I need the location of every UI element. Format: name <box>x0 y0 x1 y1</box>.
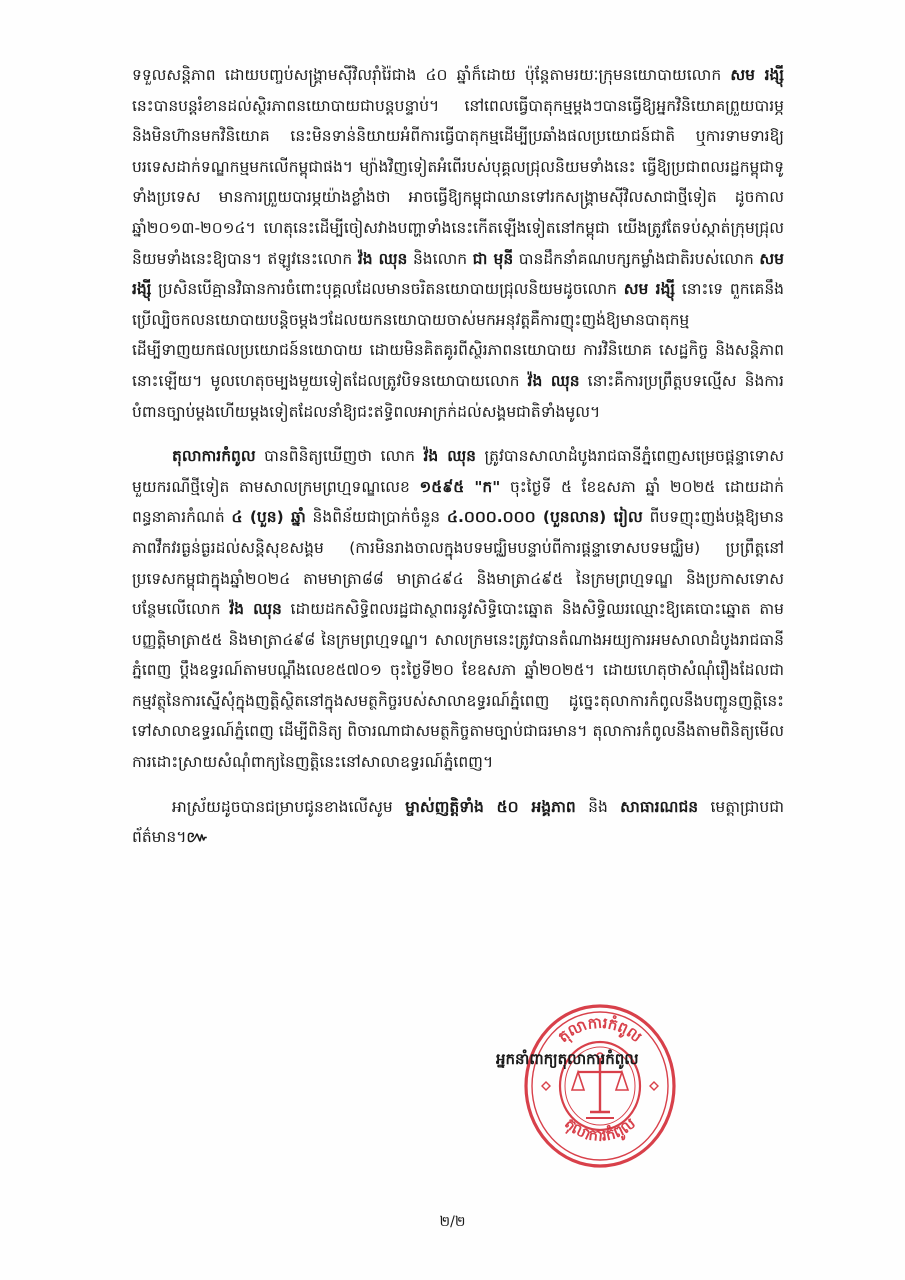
signer-title: អ្នកនាំពាក្យតុលាការកំពូល <box>496 1050 639 1068</box>
bold-recipients: ម្ចាស់ញត្តិទាំង ៥០ អង្គភាព <box>405 797 576 816</box>
text-run: ទទួលសន្តិភាព ដោយបញ្ចប់សង្គ្រាមស៊ីវិលរ៉ាំរ៉ៃជាង ៤០ ឆ្នាំក៏ដោយ ប៉ុន្តែតាមរយៈក្រុមនយោបាយលោក <box>132 66 731 84</box>
bold-name: វ៉ង ឈុន <box>229 600 282 619</box>
text-run: និង <box>575 797 621 816</box>
text-run: ចុះថ្ងៃទី ៥ ខែឧសភា ឆ្នាំ ២០២៥ ដោយដាក់ពន្ធនាគារកំណត់ <box>132 477 784 527</box>
page-number: ២/២ <box>439 1214 466 1230</box>
bold-name: ជា មុនី <box>472 249 514 268</box>
text-run: ពីបទញុះញង់បង្កឱ្យមានភាពវឹកវរធ្ងន់ធ្ងរដល់សន្តិសុខសង្គម (ការមិនរាងចាលក្នុងបទមជ្ឈិមបន្ទាប់ពីការផ្តន្ទាទោសបទមជ្ឈិម) ប្រព្រឹត្តនៅប្រទេសកម្ពុជាក្នុងឆ្នាំ២០២៤ តាមមាត្រា៨៨ មាត្រា៤៩៤ និងមាត្រា៤៩៥ នៃក្រមព្រហ្មទណ្ឌ និងប្រកាសទោសបន្ថែមលើលោក <box>132 508 784 619</box>
bold-name: តុលាការកំពូល <box>172 447 256 466</box>
text-run: នេះបានបន្តរំខានដល់ស្ថិរភាពនយោបាយជាបន្តបន្ទាប់។ នៅពេលធ្វើបាតុកម្មម្ដងៗបានធ្វើឱ្យអ្នកវិនិយោគព្រួយបារម្ភ និងមិនហ៊ានមកវិនិយោគ នេះមិនទាន់និយាយអំពីការធ្វើបាតុកម្មដើម្បីប្រឆាំងផលប្រយោជន៍ជាតិ ឬការទាមទារឱ្យបរទេសដាក់ទណ្ឌកម្មមកលើកម្ពុជាផង។ ម្យ៉ាងវិញទៀតអំពើរបស់បុគ្គលជ្រុលនិយមទាំងនេះ ធ្វើឱ្យប្រជាពលរដ្ឋកម្ពុជាទូទាំងប្រទេស មានការព្រួយបារម្ភយ៉ាងខ្លាំងថា អាចធ្វើឱ្យកម្ពុជាឈានទៅរកសង្គ្រាមស៊ីវិលសាជាថ្មីទៀត ដូចកាលឆ្នាំ២០១៣-២០១៤។ ហេតុនេះដើម្បីចៀសវាងបញ្ហាទាំងនេះកើតឡើងទៀតនៅកម្ពុជា យើងត្រូវតែទប់ស្កាត់ក្រុមជ្រុលនិយមទាំងនេះឱ្យបាន។ ឥឡូវនេះលោក <box>132 96 784 268</box>
text-run: មេត្តាជ្រាបជាព័ត៌មាន។ <box>132 797 784 847</box>
text-run: នោះទេ ពួកគេនឹងប្រើល្បិចកលនយោបាយបន្តិចម្ដងៗដែលយកនយោបាយចាស់មកអនុវត្តគឺការញុះញង់ឱ្យមានបាតុកម្ម ដើម្បីទាញយកផលប្រយោជន៍នយោបាយ ដោយមិនគិតគូរពីស្ថិរភាពនយោបាយ ការវិនិយោគ សេដ្ឋកិច្ច និងសន្តិភាពនោះឡើយ។ មូលហេតុចម្បងមួយទៀតដែលត្រូវបិទនយោបាយលោក <box>132 280 784 390</box>
bold-name: សម រង្ស៊ី <box>730 66 784 84</box>
svg-text:តុលាការកំពូល: តុលាការកំពូល <box>554 1013 646 1047</box>
text-run: បានដឹកនាំគណបក្សកម្លាំងជាតិរបស់លោក <box>513 249 760 268</box>
paragraph-2 <box>132 441 784 778</box>
bold-name: សម រង្ស៊ី <box>132 249 785 299</box>
court-seal-icon <box>520 1000 680 1170</box>
paragraph-3 <box>132 792 784 853</box>
text-run: បានពិនិត្យឃើញថា លោក <box>255 447 424 466</box>
text-run: ប្រសិនបើគ្មានវិធានការចំពោះបុគ្គលដែលមានចរិតនយោបាយជ្រុលនិយមដូចលោក <box>151 280 624 299</box>
text-run: អាស្រ័យដូចបានជម្រាបជូនខាងលើសូម <box>172 797 406 816</box>
letter-body <box>132 60 784 853</box>
bold-name: វ៉ង ឈុន <box>527 371 580 390</box>
signature-block <box>490 1000 780 1180</box>
bold-case-number: ១៥៩៥ "ក" <box>419 477 501 496</box>
text-run: និងពិន័យជាប្រាក់ចំនួន <box>305 508 447 527</box>
svg-text:តុលាការកំពូល: តុលាការកំពូល <box>561 1114 639 1146</box>
bold-sentence: ៤ (បួន) ឆ្នាំ <box>231 508 306 527</box>
bold-fine: ៤.០០០.០០០ (បួនលាន) រៀល <box>446 508 643 527</box>
text-run: ដោយដកសិទ្ធិពលរដ្ឋជាស្ថាពរនូវសិទ្ធិបោះឆ្នោត និងសិទ្ធិឈរឈ្មោះឱ្យគេបោះឆ្នោត តាមបញ្ញត្តិមាត្រា៥៥ និងមាត្រា៤៩៨ នៃក្រមព្រហ្មទណ្ឌ។ សាលក្រមនេះត្រូវបានតំណាងអយ្យការអមសាលាដំបូងរាជធានីភ្នំពេញ ប្តឹងឧទ្ធរណ៍តាមបណ្តឹងលេខ៥៧០១ ចុះថ្ងៃទី២០ ខែឧសភា ឆ្នាំ២០២៥។ ដោយហេតុថាសំណុំរឿងដែលជាកម្មវត្ថុនៃការស្នើសុំក្នុងញត្តិស្ថិតនៅក្នុងសមត្ថកិច្ចរបស់សាលាឧទ្ធរណ៍ភ្នំពេញ ដូច្នេះតុលាការកំពូលនឹងបញ្ជូនញត្តិនេះទៅសាលាឧទ្ធរណ៍ភ្នំពេញ ដើម្បីពិនិត្យ ពិចារណាជាសមត្ថកិច្ចតាមច្បាប់ជាធរមាន។ តុលាការកំពូលនឹងតាមពិនិត្យមើលការដោះស្រាយសំណុំពាក្យនៃញត្តិនេះនៅសាលាឧទ្ធរណ៍ភ្នំពេញ។ <box>132 600 784 772</box>
text-run: ត្រូវបានសាលាដំបូងរាជធានីភ្នំពេញសម្រេចផ្តន្ទាទោសមួយករណីថ្មីទៀត តាមសាលក្រមព្រហ្មទណ្ឌលេខ <box>132 447 784 496</box>
paragraph-1 <box>132 60 784 427</box>
bold-name: វ៉ង ឈុន <box>423 447 476 466</box>
text-run: នោះគឺការប្រព្រឹត្តបទល្មើស និងការបំពានច្បាប់ម្ដងហើយម្ដងទៀតដែលនាំឱ្យជះឥទ្ធិពលអាក្រក់ដល់សង្គមជាតិទាំងមូល។ <box>132 371 784 421</box>
bold-name: សម រង្ស៊ី <box>623 280 676 299</box>
end-mark: ៚ <box>186 828 209 847</box>
text-run: និងលោក <box>407 249 473 268</box>
bold-public: សាធារណជន <box>620 797 699 816</box>
bold-name: វ៉ង ឈុន <box>357 249 408 268</box>
